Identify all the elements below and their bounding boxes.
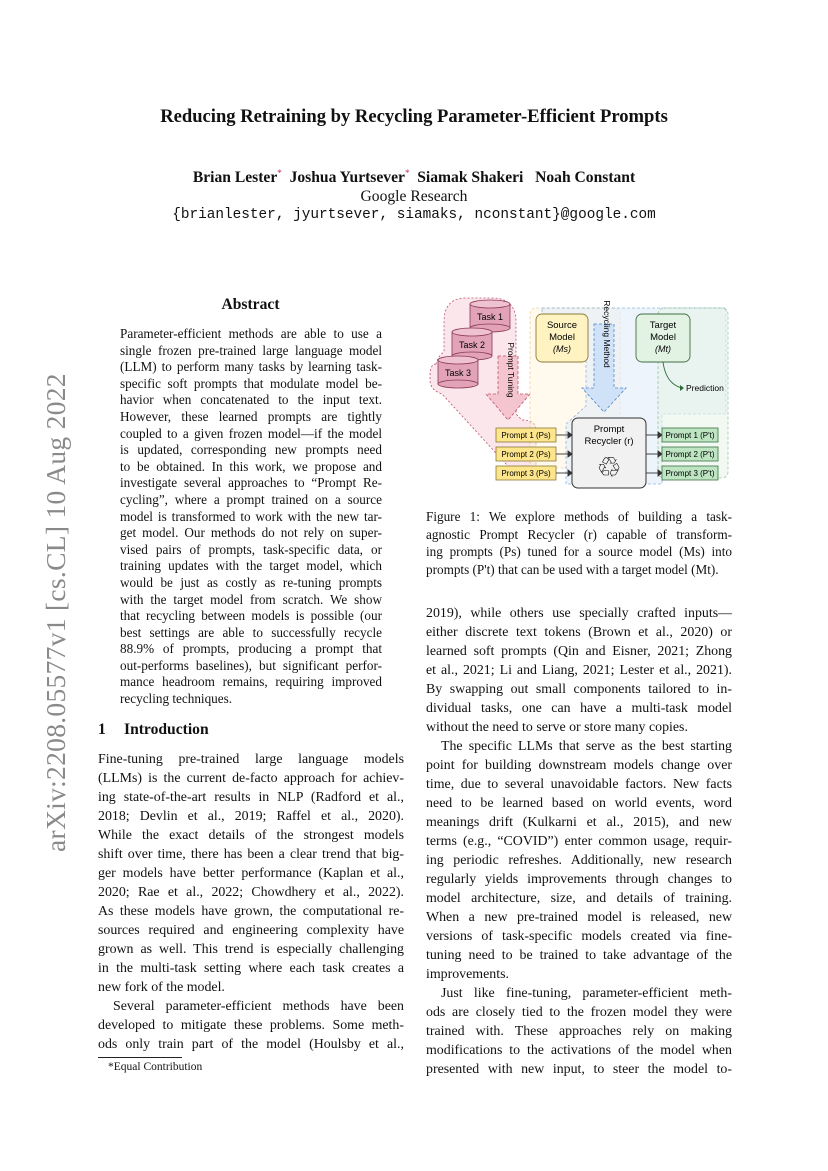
caption-line: prompts (P't) that can be used with a target model (Mt).: [426, 561, 719, 577]
section-number: 1: [98, 721, 106, 738]
abstract-line: 88.9% of prompts, producing a prompt that: [120, 641, 382, 657]
source-prompts: [496, 428, 556, 480]
abstract-line: vised pairs of prompts, task-specific data, or: [120, 541, 382, 557]
abstract-heading: Abstract: [221, 296, 280, 313]
abstract-line: coupled to a given frozen model—if the model: [120, 425, 382, 441]
abstract-line: out-performs baselines), but significant perfor-: [120, 657, 382, 673]
body-line: ods are closely tied to the frozen model they were: [426, 1005, 732, 1020]
body-line: meanings drift (Kulkarni et al., 2015), and new: [426, 815, 732, 830]
abstract-line: model is transformed to work with the new tar-: [120, 508, 382, 524]
body-line: in the multi-task setting where each task creates a: [98, 961, 404, 976]
body-line: tuning need to be trained to take advantage of the: [426, 948, 732, 963]
abstract-line: recycling techniques.: [120, 691, 233, 707]
prediction-label: Prediction: [686, 383, 724, 393]
abstract-line: with the target model from scratch. We show: [120, 591, 382, 607]
abstract-line: to be obtained. In this work, we propose and: [120, 458, 382, 474]
body-line: While the exact details of the strongest models: [98, 828, 404, 843]
caption-line: agnostic Prompt Recycler (r) capable of transform-: [426, 526, 732, 542]
body-line: (LLMs) is the current de-facto approach for achiev-: [98, 771, 404, 786]
body-line: Several parameter-efficient methods have been: [113, 999, 404, 1014]
abstract-line: mance headroom remains, requiring improved: [120, 674, 382, 690]
body-line: versions of task-specific models created via fine-: [426, 929, 732, 944]
body-line: ing periodic refreshes. Additionally, new research: [426, 853, 732, 868]
abstract-line: specific soft prompts that modulate model be-: [120, 375, 382, 391]
abstract-line: is updated, corresponding new prompts need: [120, 442, 382, 458]
body-line: improvements.: [426, 967, 509, 982]
caption-line: ing prompts (Ps) tuned for a source model (Ms) into: [426, 544, 732, 560]
affiliation: Google Research: [360, 188, 468, 205]
body-line: new fork of the model.: [98, 980, 225, 995]
target-model-label: Target: [649, 320, 677, 331]
body-line: modifications to the activations of the model when: [426, 1043, 732, 1058]
body-line: presented with new input, to steer the model to-: [426, 1062, 732, 1077]
body-line: shift over time, there has been a clear trend that big-: [98, 847, 404, 862]
abstract-line: training updates with the target model, which: [120, 558, 382, 574]
abstract-line: that recycling between models is possible (our: [120, 608, 382, 624]
body-line: need to be learned based on world events, word: [426, 796, 732, 811]
task-label: Task 2: [458, 340, 486, 350]
body-line: dividual tasks, one can have a multi-task model: [426, 701, 732, 716]
body-line: without the need to serve or store many copies.: [426, 720, 688, 735]
body-line: ods only train part of the model (Houlsby et al.,: [98, 1037, 404, 1052]
abstract-line: get model. Our methods do not rely on super-: [120, 525, 382, 541]
body-line: either discrete text tokens (Brown et al., 2020) or: [426, 625, 732, 640]
body-line: 2019), while others use specially crafted inputs—: [426, 606, 732, 621]
abstract-line: (LLM) to perform many tasks by learning task-: [120, 359, 382, 375]
prompt-tuning-label: Prompt Tuning: [506, 342, 516, 398]
source-model-label: Source: [546, 320, 578, 331]
body-line: model architecture, size, and details of training.: [426, 891, 732, 906]
abstract-line: cycling”, where a prompt trained on a source: [120, 491, 382, 507]
source-prompt-label: Prompt 3 (Ps): [501, 469, 551, 478]
section-heading: [98, 721, 209, 739]
task-1-cylinder: [470, 300, 510, 332]
abstract-line: single frozen pre-trained large language model: [120, 342, 382, 358]
body-line: learned soft prompts (Qin and Eisner, 2021; Zhong: [426, 644, 732, 659]
left-column-body: [98, 750, 404, 1054]
section-title: Introduction: [124, 721, 209, 738]
author-name: Noah Constant: [535, 169, 636, 187]
abstract-line: best settings are able to successfully recycle: [120, 624, 382, 640]
task-2-cylinder: [452, 328, 492, 360]
source-prompt-label: Prompt 1 (Ps): [501, 431, 551, 440]
task-label: Task 3: [444, 368, 472, 378]
body-line: time, due to several unavoidable factors. New facts: [426, 777, 732, 792]
recycling-method-label: Recycling Method: [602, 300, 612, 368]
body-line: grown as well. This trend is especially challenging: [98, 942, 404, 957]
caption-line: Figure 1: We explore methods of building a task-: [426, 509, 732, 524]
target-prompt-label: Prompt 1 (P't): [665, 431, 715, 440]
body-line: 2020; Rae et al., 2022; Chowdhery et al., 2022).: [98, 885, 404, 900]
task-label: Task 1: [476, 312, 504, 322]
abstract-body: [120, 326, 382, 708]
target-prompts: [662, 428, 718, 480]
arxiv-identifier-stamp: arXiv:2208.05577v1 [cs.CL] 10 Aug 2022: [40, 373, 71, 852]
recycle-icon: ♲: [596, 452, 622, 483]
body-line: et al., 2021; Li and Liang, 2021; Lester et al., 2021).: [426, 663, 732, 678]
source-model-label: Model: [549, 332, 575, 343]
body-line: trained with. These approaches rely on making: [426, 1024, 732, 1039]
author-name: Brian Lester: [192, 169, 278, 187]
body-line: terms (e.g., “COVID”) enter common usage, requir-: [426, 834, 732, 849]
author-name: Siamak Shakeri: [417, 169, 524, 187]
body-line: sources required and engineering complexity have: [98, 923, 404, 938]
body-line: regularly yields improvements through changes to: [426, 872, 732, 887]
figure-1-diagram: [426, 294, 732, 502]
source-model-label: (Ms): [553, 344, 571, 354]
body-line: By swapping out small components tailored to in-: [426, 682, 732, 697]
body-line: 2018; Devlin et al., 2019; Raffel et al., 2020).: [98, 809, 404, 824]
author-list: [0, 168, 828, 187]
body-line: As these models have grown, the computational re-: [98, 904, 404, 919]
equal-contribution-mark: *: [277, 168, 282, 178]
figure-1-caption: [426, 508, 732, 578]
abstract-line: However, these learned prompts are tightly: [120, 408, 382, 424]
right-column-body: [426, 604, 732, 1079]
author-emails: {brianlester, jyurtsever, siamaks, nconstant}@google.com: [172, 207, 656, 223]
body-line: point for building downstream models change over: [426, 758, 732, 773]
abstract-line: investigate several approaches to “Prompt Re-: [120, 475, 382, 491]
target-prompt-label: Prompt 2 (P't): [665, 450, 715, 459]
recycler-label: Recycler (r): [584, 436, 634, 447]
body-line: ger models have better performance (Kaplan et al.,: [98, 866, 404, 881]
equal-contribution-mark: *: [404, 168, 410, 178]
recycler-label: Prompt: [593, 424, 625, 435]
footnote: *Equal Contribution: [108, 1061, 203, 1073]
abstract-line: would be just as costly as re-tuning prompts: [120, 574, 382, 590]
source-prompt-label: Prompt 2 (Ps): [501, 450, 551, 459]
author-name: Joshua Yurtsever: [289, 169, 405, 187]
abstract-line: Parameter-efficient methods are able to use a: [120, 326, 382, 341]
body-line: Just like fine-tuning, parameter-efficient meth-: [441, 986, 732, 1001]
abstract-line: havior when concatenated to the input text.: [120, 392, 382, 408]
task-3-cylinder: [438, 356, 478, 388]
target-model-label: Model: [650, 332, 676, 343]
target-prompt-label: Prompt 3 (P't): [665, 469, 715, 478]
paper-title: Reducing Retraining by Recycling Parameter-Efficient Prompts: [160, 106, 668, 127]
target-model-label: (Mt): [655, 344, 671, 354]
body-line: developed to mitigate these problems. Some meth-: [98, 1018, 404, 1033]
body-line: ing state-of-the-art results in NLP (Radford et al.,: [98, 790, 404, 805]
footnote-rule: [98, 1057, 182, 1058]
body-line: The specific LLMs that serve as the best starting: [441, 739, 732, 754]
body-line: When a new pre-trained model is released, new: [426, 910, 732, 925]
body-line: Fine-tuning pre-trained large language models: [98, 752, 404, 767]
